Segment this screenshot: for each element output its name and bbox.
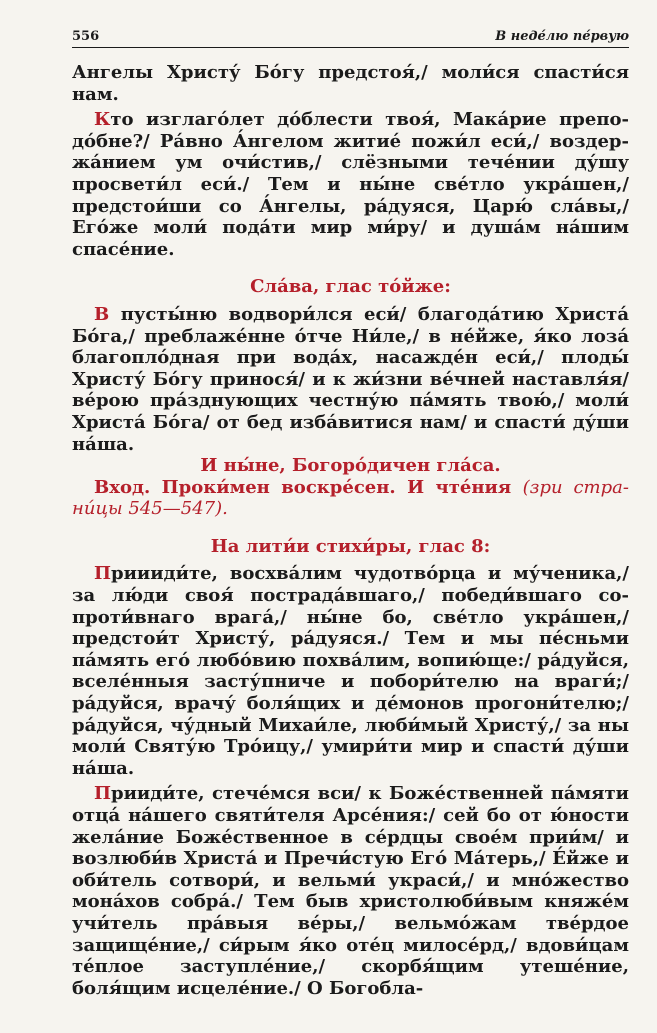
running-title: В неде́лю пе́рвую <box>495 29 629 44</box>
rubric-i-nyne: И ны́не, Богоро́дичен гла́са. <box>200 455 501 477</box>
rubric-vkhod-text: Вход. Проки́мен воскре́сен. И чте́ния <box>94 476 512 498</box>
paragraph-5 <box>72 783 629 999</box>
page-header <box>72 22 629 44</box>
drop-initial-p1: П <box>94 563 111 585</box>
page-text <box>72 62 629 999</box>
paragraph-2-text: то изглаго́лет до́блести твоя́, Мака́рие преподо́бне?/ Ра́вно А́нгелом житие́ пожи́л еси́,/ воздержа́нием ум очи́стив,/ слёзными тече́нии ду́шу просвети́л еси́./ Тем и ны́не све́тло укра́шен,/ предстои́ши со А́нгелы, ра́дуяся, Царю́ сла́вы,/ Его́же моли́ пода́ти мир ми́ру/ и душа́м на́шим спасе́ние. <box>72 109 629 260</box>
drop-initial-v: В <box>94 303 110 325</box>
drop-initial-k: К <box>94 109 111 131</box>
rubric-vkhod-ref: (зри страни́цы 545—547). <box>72 476 629 520</box>
rubric-slava: Сла́ва, глас то́йже: <box>250 276 451 298</box>
drop-initial-p2: П <box>94 783 111 805</box>
rubric-litiya: На лити́и стихи́ры, глас 8: <box>210 535 491 557</box>
paragraph-5-text: рииди́те, стече́мся вси/ к Боже́ственней па́мяти отца́ на́шего святи́теля Арсе́ния:/ сей бо от ю́ности жела́ние Боже́ственное в се́рдцы свое́м прии́м/ и возлюби́в Христа́ и Пречи́стую Его́ Ма́терь,/ Е́йже и оби́тель сотвори́, и вельми́ украси́,/ и мно́жество мона́хов собра́./ Тем быв христолюби́вым княже́м учи́тель пра́выя ве́ры,/ вельмо́жам тве́рдое защище́ние,/ си́рым я́ко оте́ц милосе́рд,/ вдови́цам те́плое заступле́ние,/ скорбя́щим утеше́ние, боля́щим исцеле́ние./ О Богобла- <box>72 783 629 999</box>
paragraph-3-text: пусты́ню водвори́лся еси́/ благода́тию Христа́ Бо́га,/ преблаже́нне о́тче Ни́ле,/ в не́йже, я́ко лоза́ благопло́дная при вода́х, насажде́н еси́,/ плоды́ Христу́ Бо́гу принося́/ и к жи́зни ве́чней наставля́я/ ве́рою пра́зднующих честну́ю па́мять твою́,/ моли́ Христа́ Бо́га/ от бед изба́витися нам/ и спасти́ ду́ши на́ша. <box>72 303 629 455</box>
header-rule <box>72 47 629 48</box>
page-number: 556 <box>72 29 100 44</box>
paragraph-4-text: риииди́те, восхва́лим чудотво́рца и му́ченика,/ за лю́ди своя́ пострада́вшаго,/ победи́вшаго сопроти́внаго врага́,/ ны́не бо, све́тло укра́шен,/ предстои́т Христу́, ра́дуяся./ Тем и мы пе́сньми па́мять его́ любо́вию похва́лим, вопию́ще:/ ра́дуйся, вселе́нныя засту́пниче и побори́телю на враги́;/ ра́дуйся, врачу́ боля́щих и де́монов прогони́телю;/ ра́дуйся, чу́дный Михаи́ле, люби́мый Христу́,/ за ны моли́ Святу́ю Тро́ицу,/ умири́ти мир и спасти́ ду́ши на́ша. <box>72 563 629 779</box>
paragraph-3 <box>72 304 629 455</box>
rubric-vkhod <box>72 477 629 520</box>
paragraph-2 <box>72 109 629 260</box>
paragraph-1: Ангелы Христу́ Бо́гу предстоя́,/ моли́ся спасти́ся нам. <box>72 62 629 105</box>
paragraph-4 <box>72 563 629 779</box>
